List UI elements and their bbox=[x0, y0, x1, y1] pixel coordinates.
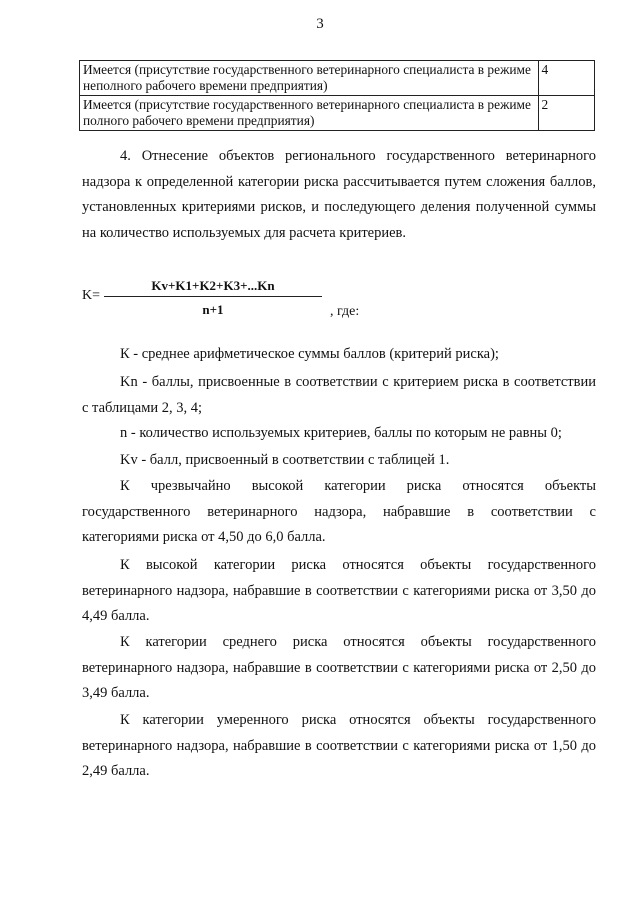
table-row bbox=[80, 61, 595, 96]
formula bbox=[82, 278, 382, 338]
definition-kv: Kv - балл, присвоенный в соответствии с таблицей 1. bbox=[120, 452, 450, 468]
table-row bbox=[80, 96, 595, 131]
table-cell-score: 4 bbox=[538, 61, 594, 96]
paragraph-4: 4. Отнесение объектов регионального государственного ветеринарного надзора к определенной категории риска рассчитывается путем сложения баллов, установленных критериями рисков, и последующего деления полученной суммы на количество используемых для расчета критериев. bbox=[82, 148, 596, 241]
category-moderate: К категории умеренного риска относятся объекты государственного ветеринарного надзора, набравшие в соответствии с категориями риска от 1,50 до 2,49 балла. bbox=[82, 712, 596, 779]
table-cell-text: Имеется (присутствие государственного ветеринарного специалиста в режиме неполного рабочего времени предприятия) bbox=[80, 61, 539, 96]
formula-suffix: , где: bbox=[330, 304, 360, 319]
definition-k: К - среднее арифметическое суммы баллов (критерий риска); bbox=[120, 346, 499, 362]
formula-denominator: n+1 bbox=[202, 302, 224, 317]
definition-kn: Kn - баллы, присвоенные в соответствии с критерием риска в соответствии с таблицами 2, 3, 4; bbox=[82, 374, 596, 416]
criteria-table bbox=[79, 60, 595, 131]
category-medium: К категории среднего риска относятся объекты государственного ветеринарного надзора, набравшие в соответствии с категориями риска от 2,50 до 3,49 балла. bbox=[82, 634, 596, 701]
formula-numerator: Kv+K1+K2+K3+...Kn bbox=[151, 278, 275, 293]
page-number: 3 bbox=[316, 16, 324, 32]
category-extremely-high: К чрезвычайно высокой категории риска относятся объекты государственного ветеринарного надзора, набравшие в соответствии с категориями риска от 4,50 до 6,0 балла. bbox=[82, 478, 596, 545]
fraction-bar bbox=[104, 296, 322, 297]
table-cell-text: Имеется (присутствие государственного ветеринарного специалиста в режиме полного рабочего времени предприятия) bbox=[80, 96, 539, 131]
category-high: К высокой категории риска относятся объекты государственного ветеринарного надзора, набравшие в соответствии с категориями риска от 3,50 до 4,49 балла. bbox=[82, 557, 596, 624]
table-cell-score: 2 bbox=[538, 96, 594, 131]
definition-n: n - количество используемых критериев, баллы по которым не равны 0; bbox=[120, 425, 562, 441]
formula-lhs: K= bbox=[82, 288, 101, 303]
